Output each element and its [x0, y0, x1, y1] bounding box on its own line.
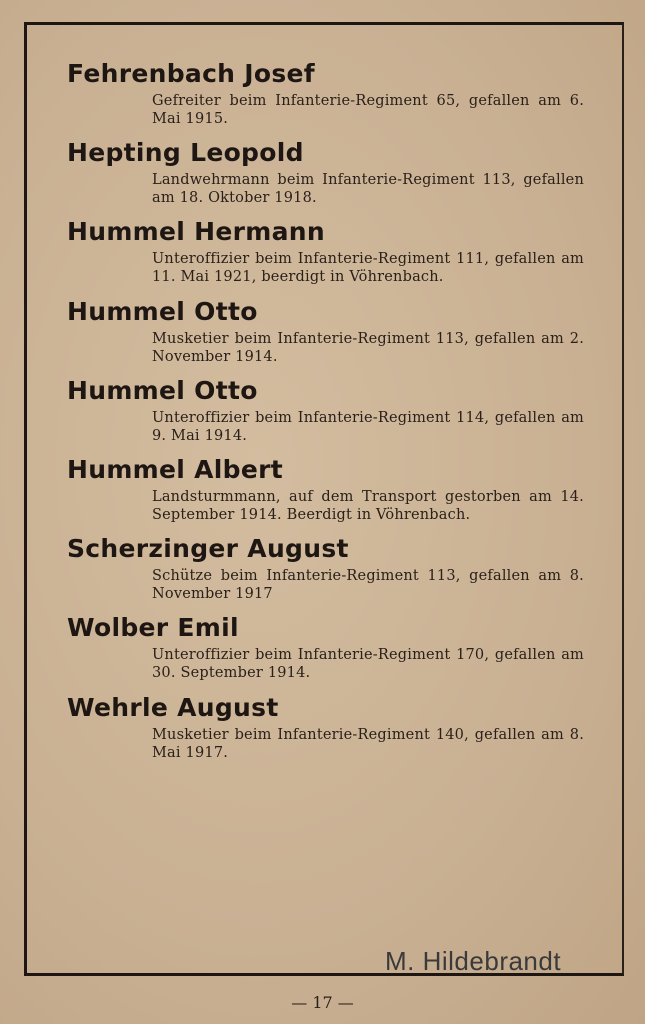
entry-detail: Landwehrmann beim Infanterie-Regiment 113, gefallen am 18. Oktober 1918.	[152, 172, 584, 207]
entry-name: Hepting Leopold	[67, 138, 304, 168]
memorial-entry	[67, 216, 587, 295]
entry-name: Hummel Otto	[67, 375, 258, 405]
memorial-entry	[67, 58, 587, 137]
memorial-entry	[67, 692, 587, 771]
entry-detail: Gefreiter beim Infanterie-Regiment 65, gefallen am 6. Mai 1915.	[152, 93, 584, 127]
entry-detail: Musketier beim Infanterie-Regiment 113, gefallen am 2. November 1914.	[152, 330, 584, 365]
memorial-entry	[67, 612, 587, 691]
entry-name: Wolber Emil	[67, 613, 239, 643]
entry-name: Hummel Otto	[67, 296, 258, 326]
entry-name: Hummel Albert	[67, 454, 283, 484]
memorial-entry	[67, 137, 587, 216]
entry-detail: Unteroffizier beim Infanterie-Regiment 114, gefallen am 9. Mai 1914.	[152, 409, 584, 444]
entry-detail: Landsturmmann, auf dem Transport gestorben am 14. September 1914. Beerdigt in Vöhrenbach.	[152, 488, 584, 523]
entry-name: Fehrenbach Josef	[67, 59, 315, 88]
entry-name: Scherzinger August	[67, 534, 349, 564]
memorial-list	[67, 58, 587, 771]
entry-name: Hummel Hermann	[67, 217, 325, 247]
memorial-entry	[67, 375, 587, 454]
memorial-entry	[67, 296, 587, 375]
entry-detail: Musketier beim Infanterie-Regiment 140, gefallen am 8. Mai 1917.	[152, 726, 584, 761]
entry-detail: Schütze beim Infanterie-Regiment 113, gefallen am 8. November 1917	[152, 568, 584, 603]
entry-name: Wehrle August	[67, 692, 279, 722]
entry-detail: Unteroffizier beim Infanterie-Regiment 111, gefallen am 11. Mai 1921, beerdigt in Vöhrenbach.	[152, 251, 584, 286]
page-number: — 17 —	[291, 993, 354, 1012]
memorial-entry	[67, 454, 587, 533]
memorial-entry	[67, 533, 587, 612]
entry-detail: Unteroffizier beim Infanterie-Regiment 170, gefallen am 30. September 1914.	[152, 647, 584, 682]
signature: M. Hildebrandt	[385, 946, 562, 976]
